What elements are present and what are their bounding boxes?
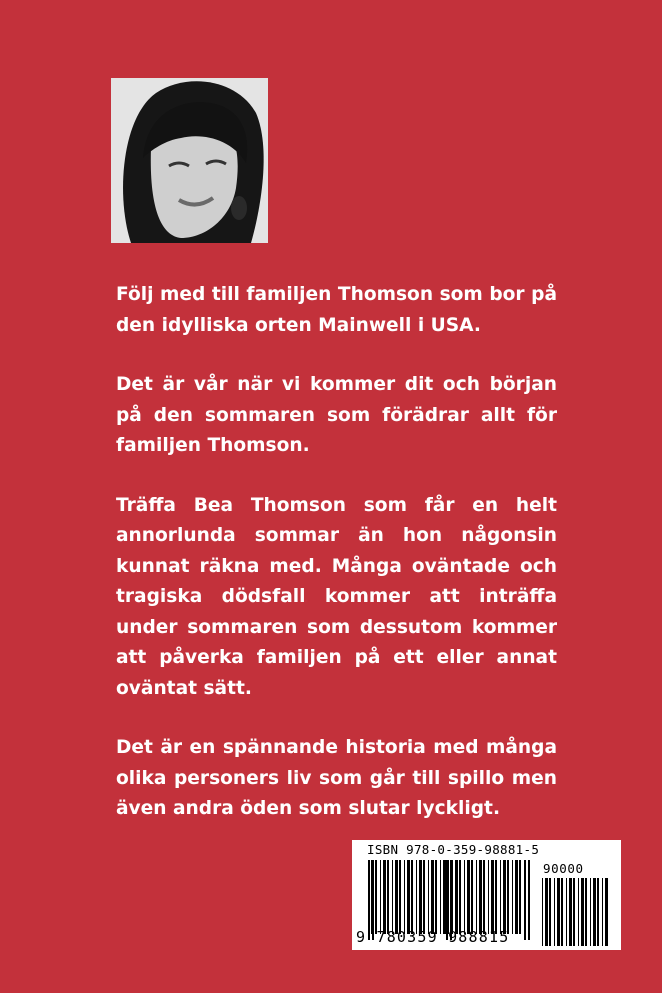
portrait-image [111, 78, 268, 243]
price-addon: 90000 [543, 861, 584, 876]
back-cover-blurb [116, 280, 557, 854]
isbn-barcode [352, 840, 621, 950]
blurb-paragraph-4: Det är en spännande historia med många olika personers liv som går till spillo men även andra öden som slutar lyckligt. [116, 737, 557, 819]
isbn-label: ISBN 978-0-359-98881-5 [367, 842, 540, 857]
barcode-digits: 9 780359 988815 [356, 928, 510, 946]
blurb-paragraph-1: Följ med till familjen Thomson som bor på den idylliska orten Mainwell i USA. [116, 284, 557, 336]
blurb-paragraph-3: Träffa Bea Thomson som får en helt annorlunda sommar än hon någonsin kunnat räkna med. Många oväntade och tragiska dödsfall kommer att inträffa under sommaren som dessutom kommer att påverka familjen på ett eller annat oväntat sätt. [116, 494, 557, 699]
blurb-paragraph-2: Det är vår när vi kommer dit och början på den sommaren som förädrar allt för familjen Thomson. [116, 374, 557, 456]
author-photo [111, 78, 268, 243]
